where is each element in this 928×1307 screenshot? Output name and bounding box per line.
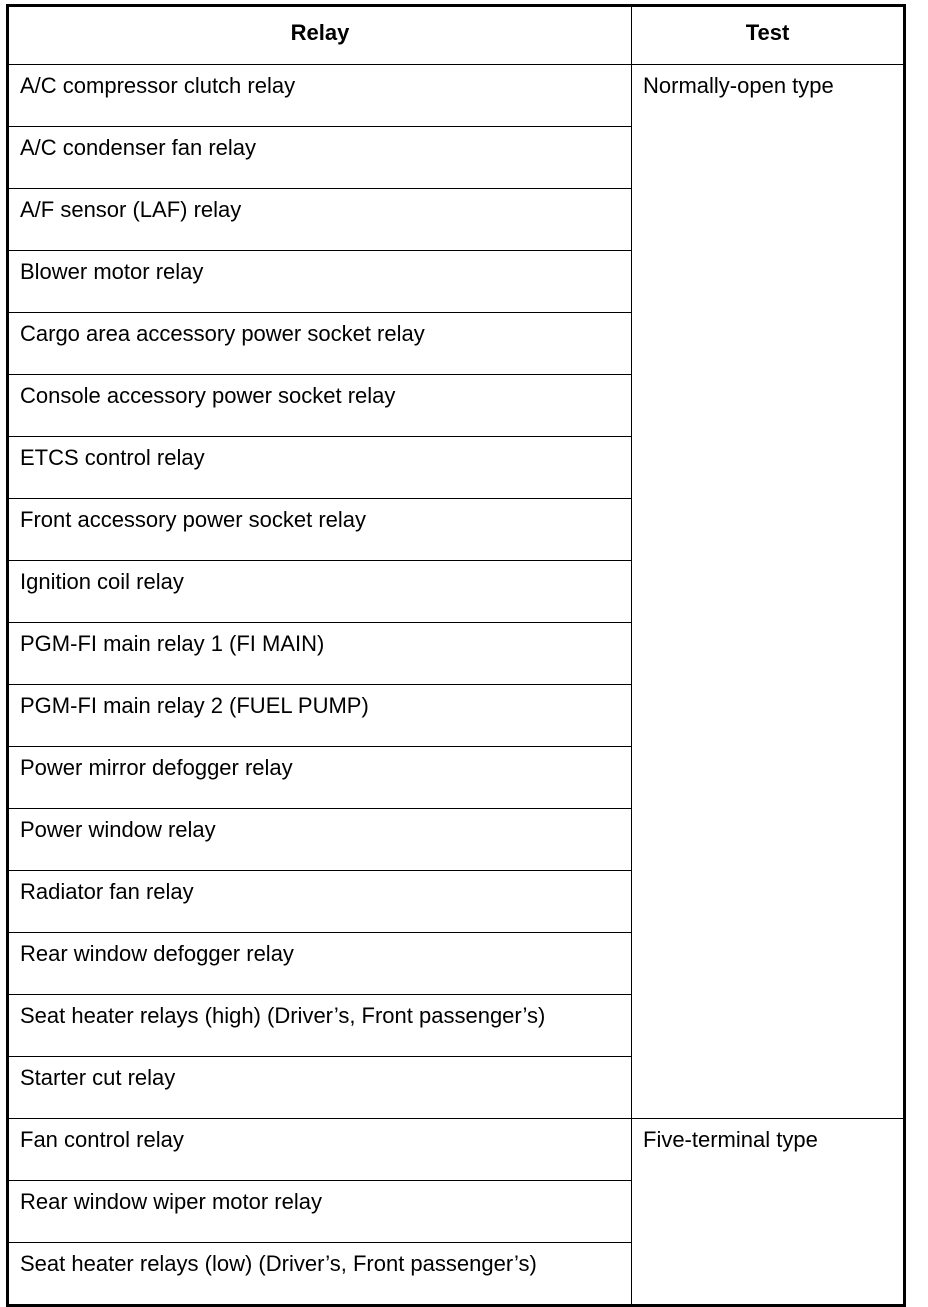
relay-name-cell: Front accessory power socket relay xyxy=(8,499,632,561)
relay-name-cell: Power mirror defogger relay xyxy=(8,747,632,809)
relay-name-cell: A/C condenser fan relay xyxy=(8,127,632,189)
relay-name-cell: PGM-FI main relay 1 (FI MAIN) xyxy=(8,623,632,685)
relay-name-cell: Power window relay xyxy=(8,809,632,871)
test-type-cell: Normally-open type xyxy=(632,65,905,1119)
table-row xyxy=(8,1119,905,1181)
relay-name-cell: Ignition coil relay xyxy=(8,561,632,623)
relay-name-cell: Radiator fan relay xyxy=(8,871,632,933)
relay-name-cell: Blower motor relay xyxy=(8,251,632,313)
relay-name-cell: Rear window wiper motor relay xyxy=(8,1181,632,1243)
relay-name-cell: Fan control relay xyxy=(8,1119,632,1181)
relay-name-cell: A/F sensor (LAF) relay xyxy=(8,189,632,251)
table-row xyxy=(8,65,905,127)
relay-name-cell: PGM-FI main relay 2 (FUEL PUMP) xyxy=(8,685,632,747)
relay-name-cell: Console accessory power socket relay xyxy=(8,375,632,437)
test-column-header: Test xyxy=(632,6,905,65)
table-body xyxy=(8,65,905,1306)
relay-name-cell: Seat heater relays (high) (Driver’s, Front passenger’s) xyxy=(8,995,632,1057)
relay-name-cell: Rear window defogger relay xyxy=(8,933,632,995)
relay-name-cell: Cargo area accessory power socket relay xyxy=(8,313,632,375)
test-type-cell: Five-terminal type xyxy=(632,1119,905,1306)
relay-name-cell: Seat heater relays (low) (Driver’s, Front passenger’s) xyxy=(8,1243,632,1306)
relay-name-cell: A/C compressor clutch relay xyxy=(8,65,632,127)
relay-test-table xyxy=(6,4,906,1307)
table-header xyxy=(8,6,905,65)
relay-name-cell: Starter cut relay xyxy=(8,1057,632,1119)
relay-column-header: Relay xyxy=(8,6,632,65)
relay-name-cell: ETCS control relay xyxy=(8,437,632,499)
header-row xyxy=(8,6,905,65)
